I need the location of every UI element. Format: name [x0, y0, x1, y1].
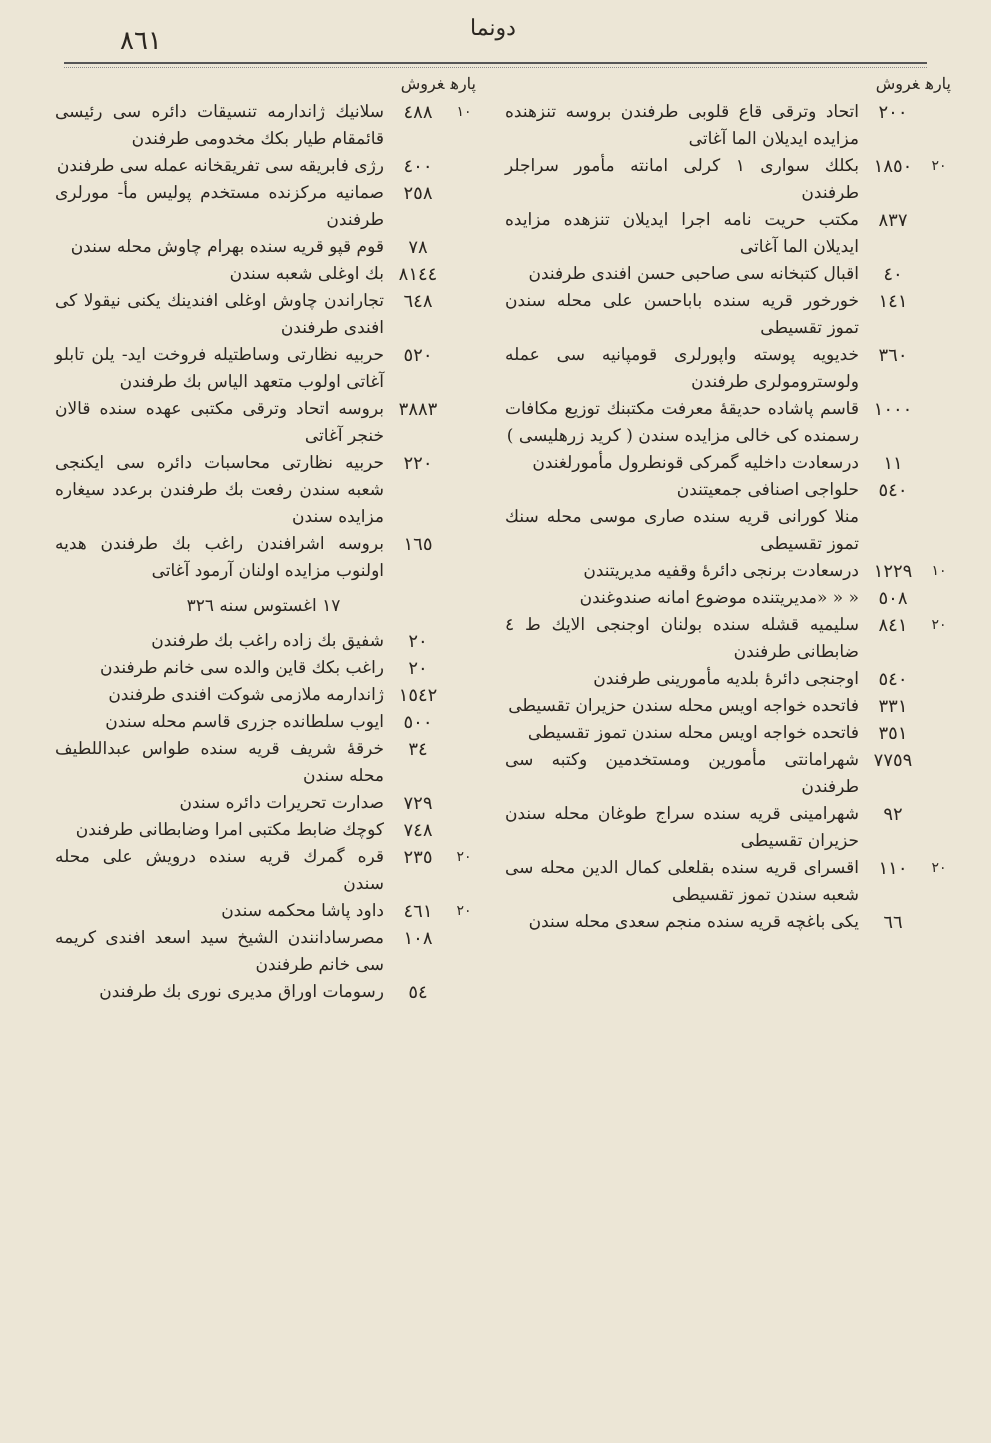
entry-text: راغب بکك قاین والده سی خانم طرفندن: [99, 658, 384, 678]
entry-text: داود پاشا محکمه سندن: [221, 901, 384, 921]
para-value: [927, 909, 951, 936]
para-value: [927, 288, 951, 342]
kurus-value: ٢٣٥: [403, 847, 433, 868]
entry-text: فاتحده خواجه اویس محله سندن تموز تقسیطی: [527, 723, 859, 743]
kurus-value: [859, 504, 927, 558]
donation-entry: [51, 817, 476, 844]
entry-text: صمانیه مرکزنده مستخدم پولیس مأ- مورلری طرفندن: [55, 183, 384, 230]
donation-entry: [51, 180, 476, 234]
donation-entry: [51, 99, 476, 153]
para-value: [927, 477, 951, 504]
entry-text: کوچك ضابط مکتبی امرا وضابطانی طرفندن: [75, 820, 384, 840]
entry-text: رژی فابریقه سی تفریقخانه عمله سی طرفندن: [56, 156, 384, 176]
para-value: ٢٠: [931, 860, 947, 876]
para-value: ٢٠: [456, 849, 472, 865]
para-value: [452, 450, 476, 531]
kurus-value: ٢٠: [408, 658, 428, 679]
para-value: [927, 504, 951, 558]
donation-entry: [51, 234, 476, 261]
donation-entry: [501, 612, 951, 666]
entry-text: سلانیك ژاندارمه تنسیقات دائره سی رئیسی قائمقام طیار بکك مخدومی طرفندن: [55, 102, 384, 149]
entry-text: خورخور قریه سنده باباحسن علی محله سندن تموز تقسیطی: [505, 291, 859, 338]
donation-entry: [51, 790, 476, 817]
entry-text: اوجنجی دائرهٔ بلدیه مأمورینی طرفندن: [593, 669, 859, 689]
kurus-value: ٩٢: [883, 804, 903, 825]
entry-text: بروسه اشرافندن راغب بك طرفندن هدیه اولنوب مزایده اولنان آرمود آغاتی: [55, 534, 384, 581]
donation-entry: [501, 153, 951, 207]
kurus-value: ٣٨٨٣: [398, 399, 438, 420]
donation-entry: [501, 288, 951, 342]
para-value: [452, 531, 476, 585]
donation-entry: [501, 504, 951, 558]
entry-text: مکتب حریت نامه اجرا ایدیلان تنزهده مزایده ایدیلان الما آغاتی: [505, 210, 859, 257]
para-value: [927, 747, 951, 801]
entry-text: درسعادت برنجی دائرهٔ وقفیه مدیریتندن: [583, 561, 859, 581]
para-value: ١٠: [931, 563, 947, 579]
donation-entry: [501, 477, 951, 504]
para-value: [927, 720, 951, 747]
donation-entry: [51, 531, 476, 585]
kurus-value: ٣٥١: [878, 723, 908, 744]
date-line: ١٧ اغستوس سنه ٣٢٦: [186, 596, 341, 616]
entry-text: درسعادت داخلیه گمرکی قونطرول مأمورلغندن: [532, 453, 859, 473]
para-value: [452, 153, 476, 180]
donation-entry: [51, 898, 476, 925]
donation-entry: [501, 666, 951, 693]
para-value: [927, 585, 951, 612]
entry-text: بك اوغلی شعبه سندن: [229, 264, 384, 284]
para-value: [927, 99, 951, 153]
donation-entry: [501, 99, 951, 153]
entry-text: قوم قپو قریه سنده بهرام چاوش محله سندن: [70, 237, 384, 257]
entry-text: حربیه نظارتی وساطتیله فروخت اید- یلن تابلو آغاتی اولوب متعهد الیاس بك طرفندن: [55, 345, 384, 392]
para-value: ١٠: [456, 104, 472, 120]
entry-text: خدیویه پوسته واپورلری قومپانیه سی عمله ولوسترومولری طرفندن: [505, 345, 859, 392]
donation-entry: [501, 261, 951, 288]
donation-entry: [51, 709, 476, 736]
donation-entry: [51, 844, 476, 898]
entry-text: مصرسادانندن الشیخ سید اسعد افندی کریمه سی خانم طرفندن: [55, 928, 384, 975]
page-number: ٨٦١: [120, 26, 162, 56]
donation-entry: [51, 450, 476, 531]
kurus-value: ٥٤٠: [878, 480, 908, 501]
kurus-value: ٥٠٠: [403, 712, 433, 733]
donation-entry: [501, 207, 951, 261]
donation-entry: [501, 909, 951, 936]
column-header: پارهغروش: [875, 74, 951, 93]
kurus-value: ٢٥٨: [403, 183, 433, 204]
kurus-value: ١٠٨: [403, 928, 433, 949]
donation-entry: [51, 396, 476, 450]
entry-text: شهرامینی قریه سنده سراج طوغان محله سندن حزیران تقسیطی: [505, 804, 859, 851]
kurus-value: ٥٤٠: [878, 669, 908, 690]
donation-entry: [501, 720, 951, 747]
entry-text: خرقهٔ شریف قریه سنده طواس عبداللطیف محله سندن: [55, 739, 384, 786]
para-value: [452, 682, 476, 709]
kurus-value: ٣٦٠: [878, 345, 908, 366]
para-value: [927, 342, 951, 396]
page-title: دونما: [470, 16, 516, 41]
para-value: [452, 979, 476, 1006]
para-value: [927, 207, 951, 261]
entry-text: بروسه اتحاد وترقی مکتبی عهده سنده قالان خنجر آغاتی: [55, 399, 384, 446]
donation-entry: [51, 261, 476, 288]
kurus-value: ١٨٥٠: [873, 156, 913, 177]
donation-entry: [51, 682, 476, 709]
entry-text: اقسرای قریه سنده بقلعلی کمال الدین محله سی شعبه سندن تموز تقسیطی: [505, 858, 859, 905]
header-rule: [64, 62, 927, 64]
para-value: [452, 234, 476, 261]
donation-entry: [51, 979, 476, 1006]
kurus-value: ٤٨٨: [403, 102, 433, 123]
donation-entry: [51, 153, 476, 180]
entry-text: منلا کورانی قریه سنده صاری موسی محله سنك تموز تقسیطی: [505, 507, 859, 554]
kurus-value: ٧٧٥٩: [873, 750, 913, 771]
donation-entry: [501, 747, 951, 801]
para-value: [452, 736, 476, 790]
kurus-value: ٢٢٠: [403, 453, 433, 474]
kurus-value: ٤٠: [883, 264, 903, 285]
donation-entry: [501, 855, 951, 909]
donation-entry: [501, 396, 951, 450]
entry-text: اقبال کتبخانه سی صاحبی حسن افندی طرفندن: [528, 264, 859, 284]
donation-entry: [501, 450, 951, 477]
para-value: [927, 693, 951, 720]
entry-text: حلواجی اصنافی جمعیتندن: [676, 480, 859, 500]
kurus-value: ٢٠: [408, 631, 428, 652]
kurus-value: ٨٣٧: [878, 210, 908, 231]
para-value: [452, 261, 476, 288]
kurus-value: ٣٣١: [878, 696, 908, 717]
donation-entry: [501, 801, 951, 855]
donation-entry: [51, 925, 476, 979]
kurus-value: ٧٢٩: [403, 793, 433, 814]
donation-entry: [501, 693, 951, 720]
para-value: [452, 628, 476, 655]
kurus-value: ٢٠٠: [878, 102, 908, 123]
para-value: [927, 396, 951, 450]
kurus-value: ١٠٠٠: [873, 399, 913, 420]
para-value: [452, 396, 476, 450]
entry-text: فاتحده خواجه اویس محله سندن حزیران تقسیطی: [508, 696, 859, 716]
entry-text: بکلك سواری ١ کرلی امانته مأمور سراجلر طرفندن: [505, 156, 860, 203]
kurus-value: ٨١٤٤: [398, 264, 438, 285]
kurus-value: ٦٤٨: [403, 291, 433, 312]
kurus-value: ١١: [883, 453, 903, 474]
entry-text: اتحاد وترقی قاع قلوبی طرفندن بروسه تنزهنده مزایده ایدیلان الما آغاتی: [505, 102, 859, 149]
para-value: [452, 709, 476, 736]
kurus-value: ٦٦: [883, 912, 903, 933]
entry-text: قاسم پاشاده حدیقهٔ معرفت مکتبنك توزیع مکافات رسمنده کی خالی مزایده سندن ( کرید زرهلیسی ): [505, 399, 859, 446]
kurus-value: ٨٤١: [878, 615, 908, 636]
entry-text: صدارت تحریرات دائره سندن: [179, 793, 384, 813]
kurus-value: ٧٤٨: [403, 820, 433, 841]
kurus-value: ١٦٥: [403, 534, 433, 555]
para-value: [452, 655, 476, 682]
entry-text: رسومات اوراق مدیری نوری بك طرفندن: [99, 982, 384, 1002]
kurus-value: ٥٤: [408, 982, 428, 1003]
para-value: [927, 450, 951, 477]
para-value: [927, 666, 951, 693]
para-value: [452, 288, 476, 342]
column-right: [501, 70, 951, 936]
kurus-value: ١٥٤٢: [398, 685, 438, 706]
entry-text: ایوب سلطانده جزری قاسم محله سندن: [105, 712, 384, 732]
entry-text: تجاراندن چاوش اوغلی افندینك یکنی نیقولا کی افندی طرفندن: [55, 291, 384, 338]
kurus-value: ١١٠: [878, 858, 908, 879]
donation-entry: [51, 628, 476, 655]
column-left: [51, 70, 476, 1006]
donation-entry: [501, 342, 951, 396]
para-value: [452, 790, 476, 817]
kurus-value: ١٢٢٩: [873, 561, 913, 582]
para-value: ٢٠: [931, 158, 947, 174]
donation-entry: [51, 342, 476, 396]
para-value: [452, 817, 476, 844]
kurus-value: ٣٤: [408, 739, 428, 760]
kurus-value: ١٤١: [878, 291, 908, 312]
column-header: پارهغروش: [400, 74, 476, 93]
para-value: [452, 925, 476, 979]
donation-entry: [501, 585, 951, 612]
entry-text: ژاندارمه ملازمی شوکت افندی طرفندن: [108, 685, 384, 705]
para-value: ٢٠: [931, 617, 947, 633]
donation-entry: [51, 288, 476, 342]
entry-text: « « «مدیریتنده موضوع امانه صندوغندن: [579, 588, 859, 608]
kurus-value: ٥٢٠: [403, 345, 433, 366]
entry-text: قره گمرك قریه سنده درویش علی محله سندن: [55, 847, 384, 894]
donation-entry: [51, 655, 476, 682]
para-value: [927, 801, 951, 855]
entry-text: سلیمیه قشله سنده بولنان اوجنجی الایك ط ٤ ضابطانی طرفندن: [505, 615, 859, 662]
entry-text: شفیق بك زاده راغب بك طرفندن: [151, 631, 384, 651]
para-value: [452, 180, 476, 234]
para-value: ٢٠: [456, 903, 472, 919]
entry-text: یکی باغچه قریه سنده منجم سعدی محله سندن: [528, 912, 859, 932]
donation-entry: [501, 558, 951, 585]
donation-entry: [51, 736, 476, 790]
para-value: [927, 261, 951, 288]
kurus-value: ٥٠٨: [878, 588, 908, 609]
kurus-value: ٧٨: [408, 237, 428, 258]
entry-text: شهرامانتی مأمورین ومستخدمین وکتبه سی طرفندن: [505, 750, 859, 797]
kurus-value: ٤٠٠: [403, 156, 433, 177]
para-value: [452, 342, 476, 396]
entry-text: حربیه نظارتی محاسبات دائره سی ایکنجی شعبه سندن رفعت بك طرفندن برعدد سیغاره مزایده سندن: [55, 453, 384, 527]
kurus-value: ٤٦١: [403, 901, 433, 922]
